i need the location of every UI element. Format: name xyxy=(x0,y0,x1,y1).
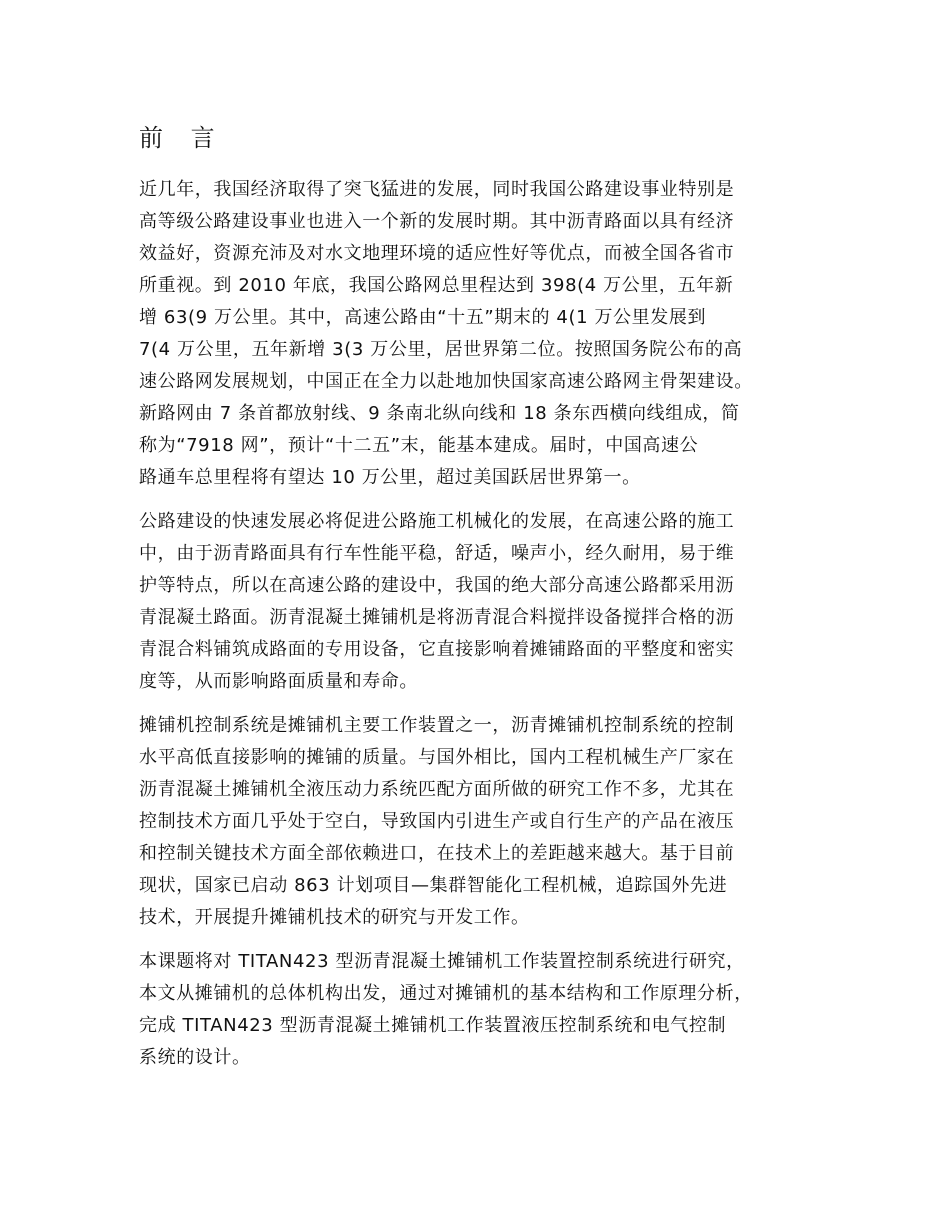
text-line: 度等，从而影响路面质量和寿命。 xyxy=(139,671,418,692)
page-title: 前 言 xyxy=(139,124,225,152)
text-line: 新路网由 7 条首都放射线、9 条南北纵向线和 18 条东西横向线组成，简 xyxy=(139,403,740,424)
document-body xyxy=(139,174,829,1086)
text-line: 现状，国家已启动 863 计划项目—集群智能化工程机械，追踪国外先进 xyxy=(139,875,728,896)
paragraph-3 xyxy=(139,710,829,934)
text-line: 近几年，我国经济取得了突飞猛进的发展，同时我国公路建设事业特别是 xyxy=(139,179,735,200)
text-line: 本文从摊铺机的总体机构出发，通过对摊铺机的基本结构和工作原理分析， xyxy=(139,983,753,1004)
text-line: 速公路网发展规划，中国正在全力以赴地加快国家高速公路网主骨架建设。 xyxy=(139,371,753,392)
text-line: 路通车总里程将有望达 10 万公里，超过美国跃居世界第一。 xyxy=(139,467,641,488)
text-line: 所重视。到 2010 年底，我国公路网总里程达到 398(4 万公里，五年新 xyxy=(139,275,734,296)
text-line: 水平高低直接影响的摊铺的质量。与国外相比，国内工程机械生产厂家在 xyxy=(139,747,735,768)
text-line: 效益好，资源充沛及对水文地理环境的适应性好等优点，而被全国各省市 xyxy=(139,243,735,264)
text-line: 青混合料铺筑成路面的专用设备，它直接影响着摊铺路面的平整度和密实 xyxy=(139,639,735,660)
paragraph-2 xyxy=(139,506,829,698)
text-line: 青混凝土路面。沥青混凝土摊铺机是将沥青混合料搅拌设备搅拌合格的沥 xyxy=(139,607,735,628)
text-line: 完成 TITAN423 型沥青混凝土摊铺机工作装置液压控制系统和电气控制 xyxy=(139,1015,727,1036)
text-line: 高等级公路建设事业也进入一个新的发展时期。其中沥青路面以具有经济 xyxy=(139,211,735,232)
paragraph-4 xyxy=(139,946,829,1074)
text-line: 称为“7918 网”，预计“十二五”末，能基本建成。届时，中国高速公 xyxy=(139,435,699,456)
text-line: 7(4 万公里，五年新增 3(3 万公里，居世界第二位。按照国务院公布的高 xyxy=(139,339,743,360)
text-line: 控制技术方面几乎处于空白，导致国内引进生产或自行生产的产品在液压 xyxy=(139,811,735,832)
text-line: 技术，开展提升摊铺机技术的研究与开发工作。 xyxy=(139,907,530,928)
text-line: 护等特点，所以在高速公路的建设中，我国的绝大部分高速公路都采用沥 xyxy=(139,575,735,596)
text-line: 本课题将对 TITAN423 型沥青混凝土摊铺机工作装置控制系统进行研究， xyxy=(139,951,745,972)
text-line: 摊铺机控制系统是摊铺机主要工作装置之一，沥青摊铺机控制系统的控制 xyxy=(139,715,735,736)
text-line: 沥青混凝土摊铺机全液压动力系统匹配方面所做的研究工作不多，尤其在 xyxy=(139,779,735,800)
text-line: 和控制关键技术方面全部依赖进口，在技术上的差距越来越大。基于目前 xyxy=(139,843,735,864)
text-line: 公路建设的快速发展必将促进公路施工机械化的发展，在高速公路的施工 xyxy=(139,511,735,532)
text-line: 中，由于沥青路面具有行车性能平稳，舒适，噪声小，经久耐用，易于维 xyxy=(139,543,735,564)
text-line: 增 63(9 万公里。其中，高速公路由“十五”期末的 4(1 万公里发展到 xyxy=(139,307,707,328)
text-line: 系统的设计。 xyxy=(139,1047,251,1068)
paragraph-1 xyxy=(139,174,829,494)
